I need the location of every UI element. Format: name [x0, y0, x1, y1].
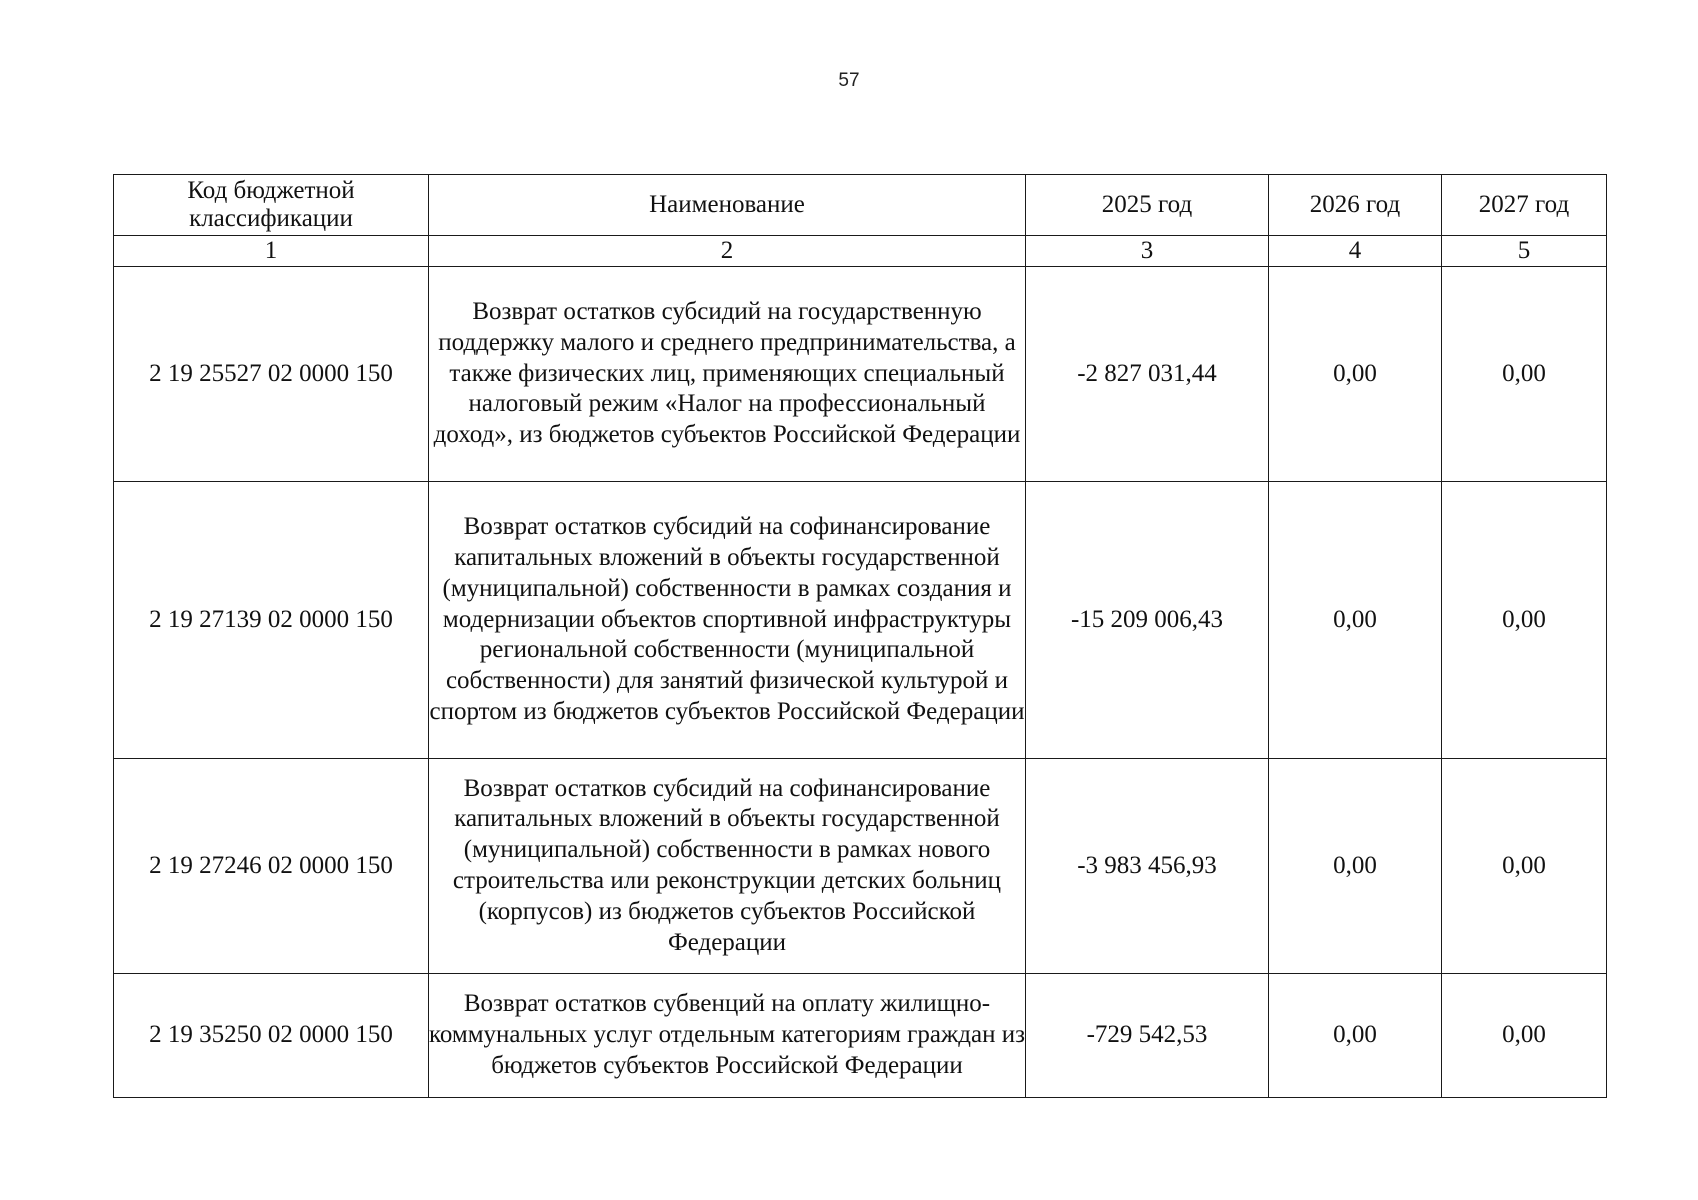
table-header-row	[114, 175, 1607, 236]
table-row	[114, 267, 1607, 482]
value-2026-cell: 0,00	[1269, 482, 1442, 759]
value-2027-cell: 0,00	[1442, 759, 1607, 974]
budget-table	[113, 174, 1607, 1098]
budget-code-cell: 2 19 35250 02 0000 150	[114, 974, 429, 1098]
column-number: 5	[1442, 236, 1607, 267]
value-2027-cell: 0,00	[1442, 267, 1607, 482]
page-number: 57	[838, 70, 860, 91]
name-cell: Возврат остатков субсидий на софинансирование капитальных вложений в объекты государственной (муниципальной) собственности в рамках нового строительства или реконструкции детских больниц (корпусов) из бюджетов субъектов Российской Федерации	[429, 759, 1026, 974]
name-cell: Возврат остатков субсидий на государственную поддержку малого и среднего предпринимательства, а также физических лиц, применяющих специальный налоговый режим «Налог на профессиональный доход», из бюджетов субъектов Российской Федерации	[429, 267, 1026, 482]
header-name: Наименование	[429, 175, 1026, 236]
header-code: Код бюджетной классификации	[114, 175, 429, 236]
header-2026: 2026 год	[1269, 175, 1442, 236]
table-row	[114, 482, 1607, 759]
table-row	[114, 759, 1607, 974]
value-2025-cell: -2 827 031,44	[1026, 267, 1269, 482]
budget-code-cell: 2 19 27246 02 0000 150	[114, 759, 429, 974]
table-row	[114, 974, 1607, 1098]
value-2026-cell: 0,00	[1269, 267, 1442, 482]
value-2025-cell: -729 542,53	[1026, 974, 1269, 1098]
name-cell: Возврат остатков субвенций на оплату жилищно-коммунальных услуг отдельным категориям граждан из бюджетов субъектов Российской Федерации	[429, 974, 1026, 1098]
budget-code-cell: 2 19 27139 02 0000 150	[114, 482, 429, 759]
value-2026-cell: 0,00	[1269, 759, 1442, 974]
value-2025-cell: -15 209 006,43	[1026, 482, 1269, 759]
column-number: 1	[114, 236, 429, 267]
value-2026-cell: 0,00	[1269, 974, 1442, 1098]
value-2027-cell: 0,00	[1442, 974, 1607, 1098]
header-2025: 2025 год	[1026, 175, 1269, 236]
column-number: 2	[429, 236, 1026, 267]
header-2027: 2027 год	[1442, 175, 1607, 236]
budget-code-cell: 2 19 25527 02 0000 150	[114, 267, 429, 482]
column-number: 4	[1269, 236, 1442, 267]
column-number: 3	[1026, 236, 1269, 267]
value-2025-cell: -3 983 456,93	[1026, 759, 1269, 974]
value-2027-cell: 0,00	[1442, 482, 1607, 759]
name-cell: Возврат остатков субсидий на софинансирование капитальных вложений в объекты государственной (муниципальной) собственности в рамках создания и модернизации объектов спортивной инфраструктуры региональной собственности (муниципальной собственности) для занятий физической культурой и спортом из бюджетов субъектов Российской Федерации	[429, 482, 1026, 759]
column-number-row	[114, 236, 1607, 267]
